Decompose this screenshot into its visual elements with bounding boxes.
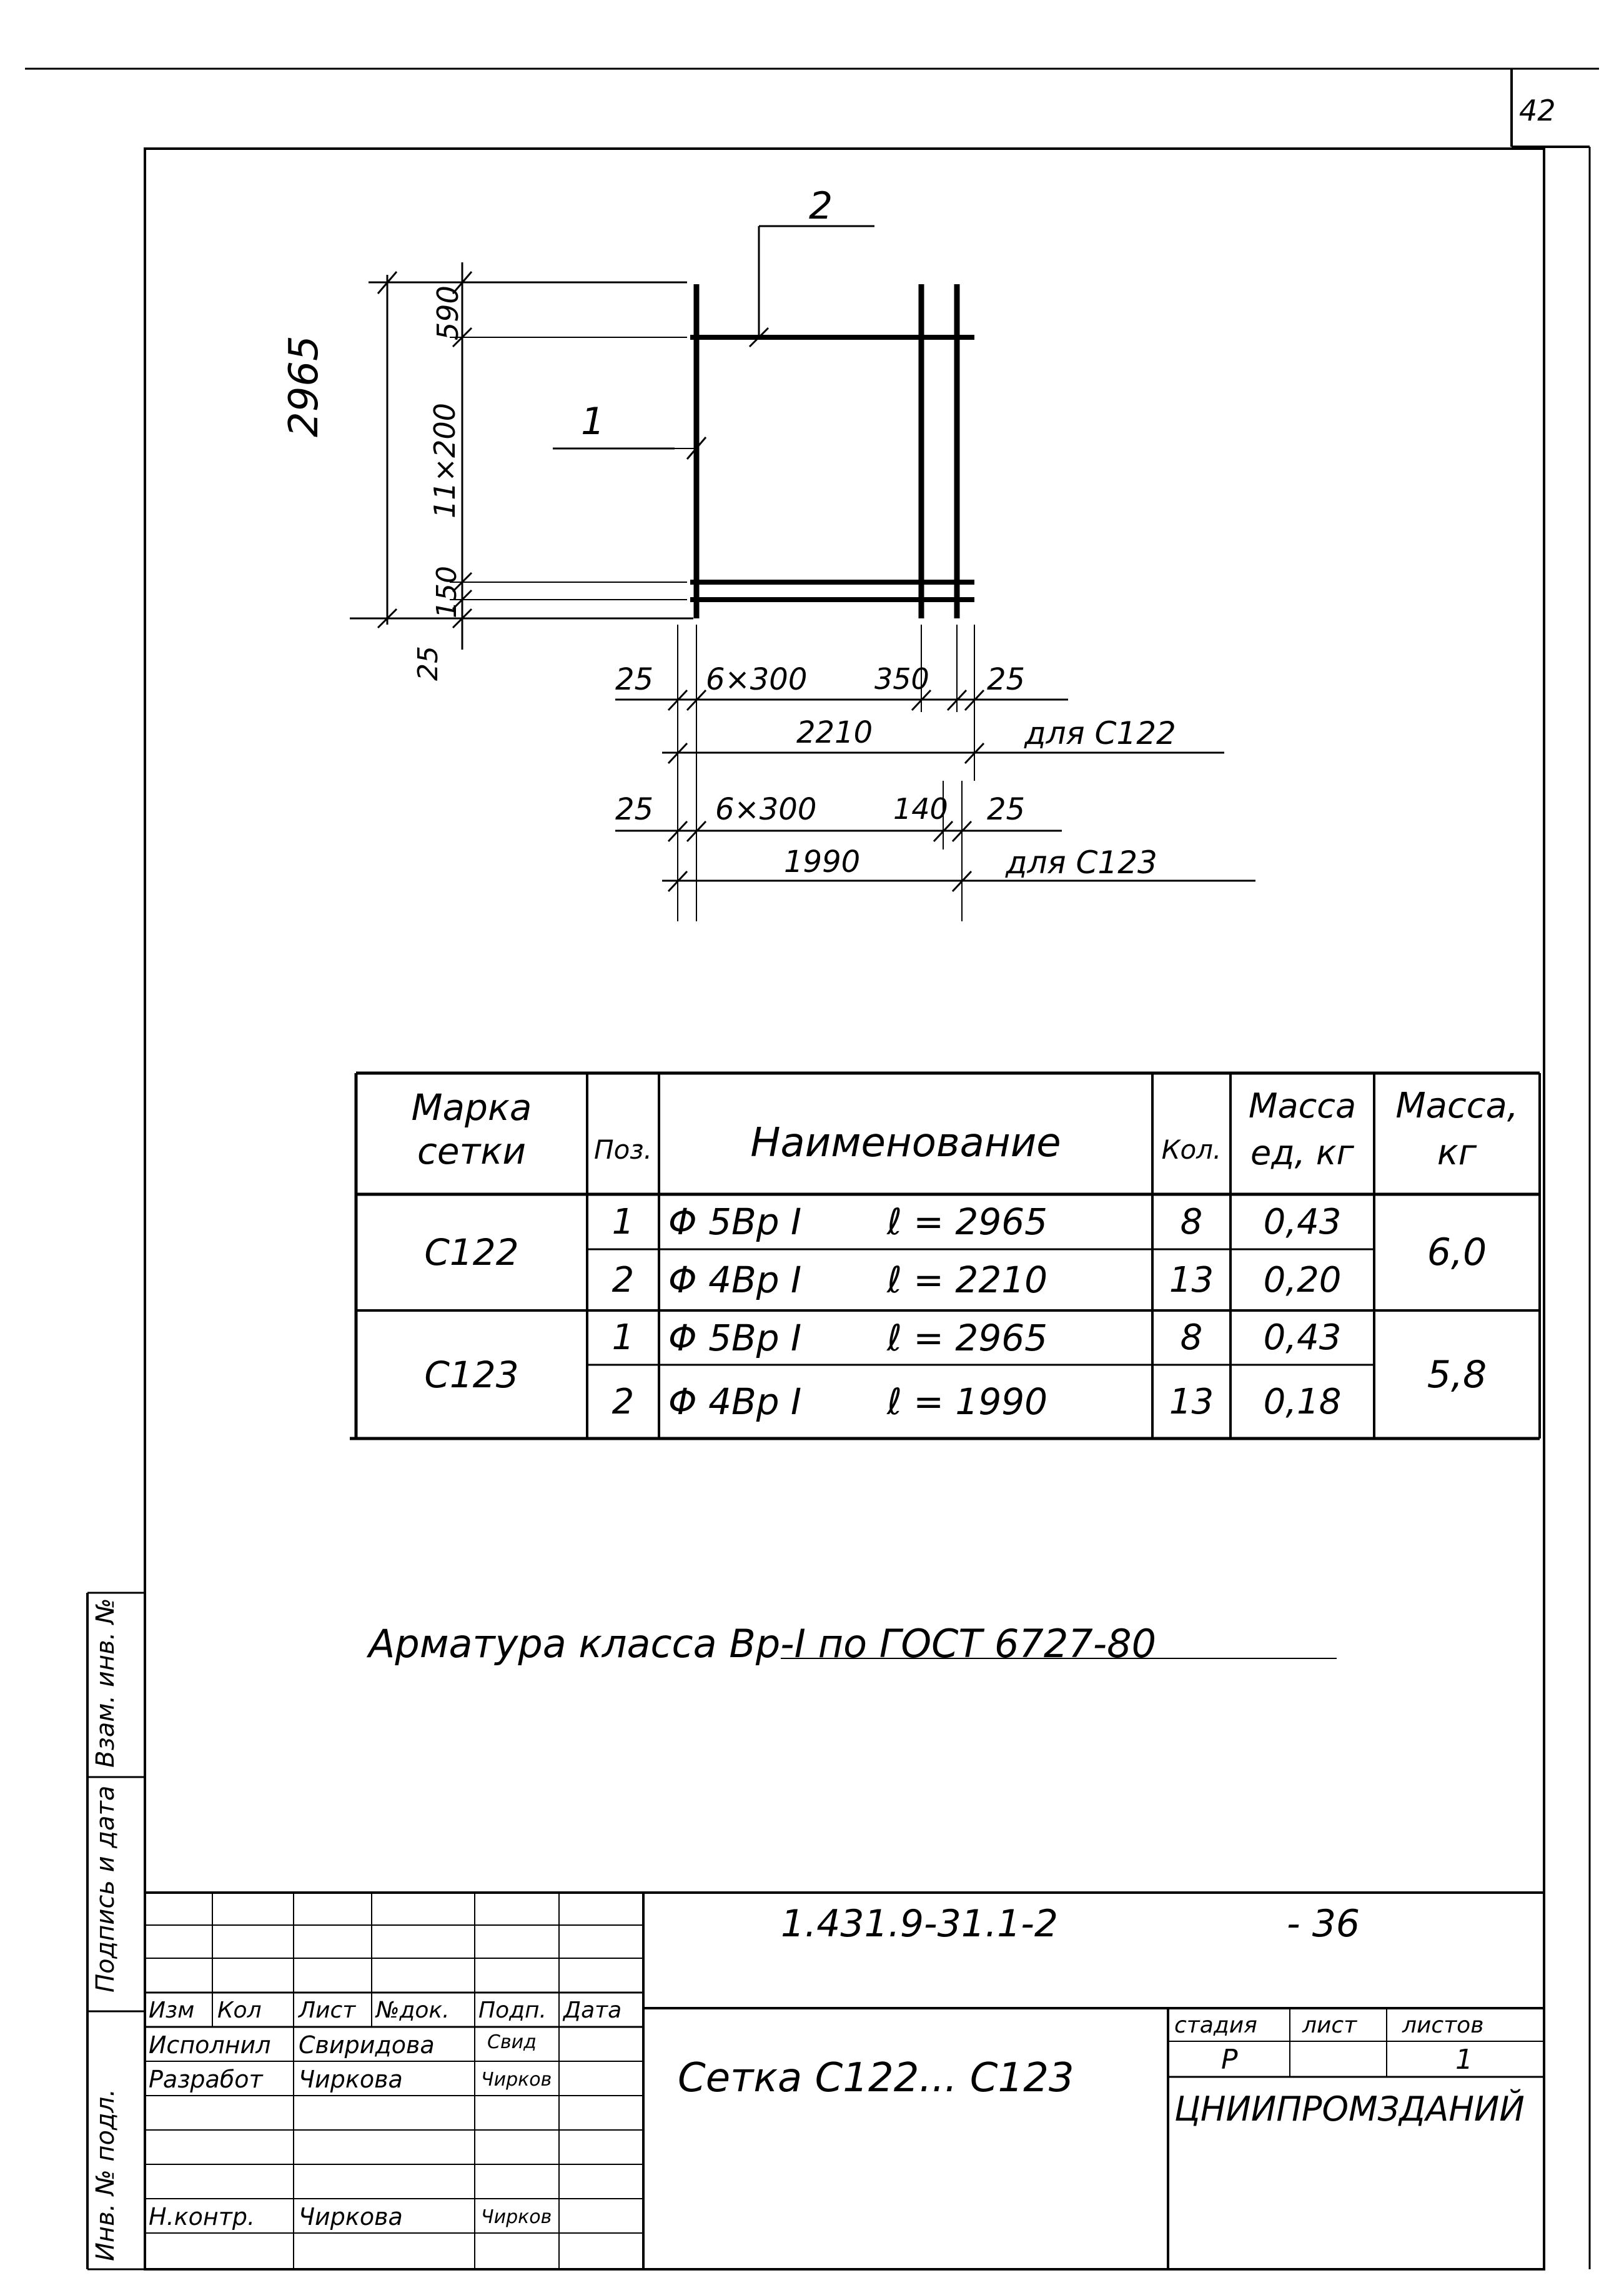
dim-c122-gap: 350 (874, 662, 929, 696)
name-nkontr: Чиркова (299, 2203, 403, 2231)
unit-mass-c122-1: 0,43 (1263, 1201, 1342, 1242)
col-podp: Подп. (478, 1998, 547, 2023)
sheets-value: 1 (1455, 2044, 1473, 2076)
organization: ЦНИИПРОМЗДАНИЙ (1174, 2089, 1525, 2129)
dim-c122-right-end: 25 (987, 662, 1026, 697)
pos-c123-1: 1 (611, 1317, 635, 1358)
side-stamp-inv-podl: Инв. № подл. (91, 2089, 120, 2261)
length-c122-2: ℓ = 2210 (887, 1259, 1048, 1301)
header-mass-line2: кг (1437, 1132, 1477, 1173)
drawing-title: Сетка С122... С123 (678, 2055, 1074, 2101)
dim-bottom-space: 150 (431, 566, 463, 618)
dim-c122-spacing: 6×300 (706, 662, 808, 697)
col-ndok: №док. (376, 1998, 450, 2023)
col-data: Дата (563, 1998, 622, 2023)
side-stamp-podpis-data: Подпись и дата (91, 1785, 120, 1993)
sheets-label: листов (1402, 2013, 1484, 2038)
dim-c123-gap: 140 (893, 792, 948, 826)
header-unit-mass-line1: Масса (1248, 1086, 1357, 1126)
name-c122-2: Φ 4Вр I (668, 1259, 802, 1301)
qty-c123-2: 13 (1169, 1381, 1214, 1422)
dim-c122-note: для С122 (1024, 715, 1176, 751)
mass-c122: 6,0 (1427, 1231, 1487, 1274)
qty-c123-1: 8 (1180, 1317, 1203, 1358)
dim-c122-left-end: 25 (615, 662, 654, 697)
name-razrabot: Чиркова (299, 2066, 403, 2093)
name-c123-2: Φ 4Вр I (668, 1380, 802, 1423)
unit-mass-c122-2: 0,20 (1263, 1259, 1342, 1300)
name-c123-1: Φ 5Вр I (668, 1316, 802, 1359)
qty-c122-2: 13 (1169, 1259, 1214, 1300)
mark-c122: С122 (424, 1231, 519, 1274)
dim-middle: 11×200 (428, 403, 462, 518)
sheet-label: лист (1302, 2013, 1357, 2038)
mass-c123: 5,8 (1427, 1352, 1487, 1397)
dim-c123-width: 1990 (784, 844, 861, 879)
header-unit-mass-line2: ед, кг (1250, 1132, 1354, 1172)
col-kol: Кол (217, 1998, 262, 2023)
length-c123-1: ℓ = 2965 (887, 1316, 1048, 1359)
dim-c123-spacing: 6×300 (715, 792, 817, 827)
dim-c123-note: для С123 (1006, 844, 1157, 881)
pos-c123-2: 2 (611, 1381, 635, 1422)
col-list: Лист (299, 1998, 356, 2023)
dim-c123-right-end: 25 (987, 792, 1026, 827)
dim-height-total: 2965 (281, 335, 327, 437)
sign-ispolnil: Свид (487, 2031, 537, 2053)
dim-bottom-end: 25 (412, 646, 444, 681)
stage-value: Р (1221, 2044, 1238, 2076)
col-izm: Изм (149, 1998, 195, 2023)
dim-c123-left-end: 25 (615, 792, 654, 827)
side-stamp-vzam-inv: Взам. инв. № (91, 1598, 120, 1768)
role-ispolnil: Исполнил (149, 2031, 271, 2059)
header-pos: Поз. (594, 1134, 652, 1165)
pos-c122-2: 2 (611, 1259, 635, 1300)
name-c122-1: Φ 5Вр I (668, 1201, 802, 1243)
sign-nkontr: Чирков (481, 2206, 552, 2228)
header-mark-line2: сетки (417, 1129, 527, 1172)
reinforcement-note: Арматура класса Вр-I по ГОСТ 6727-80 (369, 1621, 1157, 1666)
dim-top-end: 590 (431, 285, 465, 340)
mark-c123: С123 (424, 1353, 519, 1396)
length-c123-2: ℓ = 1990 (887, 1380, 1048, 1423)
pos-c122-1: 1 (611, 1201, 635, 1242)
header-name: Наименование (750, 1120, 1061, 1166)
header-mass-line1: Масса, (1395, 1085, 1518, 1126)
length-c122-1: ℓ = 2965 (887, 1201, 1048, 1243)
stage-label: стадия (1174, 2013, 1257, 2038)
sheet-suffix: - 36 (1287, 1902, 1360, 1946)
name-ispolnil: Свиридова (299, 2031, 435, 2059)
unit-mass-c123-2: 0,18 (1263, 1381, 1342, 1422)
dim-c122-width: 2210 (796, 715, 873, 750)
header-qty: Кол. (1161, 1134, 1222, 1165)
header-mark-line1: Марка (411, 1086, 532, 1129)
page-number: 42 (1519, 94, 1556, 127)
position-label-2: 2 (809, 184, 833, 228)
role-razrabot: Разработ (149, 2066, 263, 2093)
position-label-1: 1 (581, 400, 605, 443)
sign-razrabot: Чирков (481, 2069, 552, 2091)
doc-code: 1.431.9-31.1-2 (781, 1902, 1059, 1946)
unit-mass-c123-1: 0,43 (1263, 1317, 1342, 1358)
role-nkontr: Н.контр. (149, 2203, 255, 2231)
qty-c122-1: 8 (1180, 1201, 1203, 1242)
